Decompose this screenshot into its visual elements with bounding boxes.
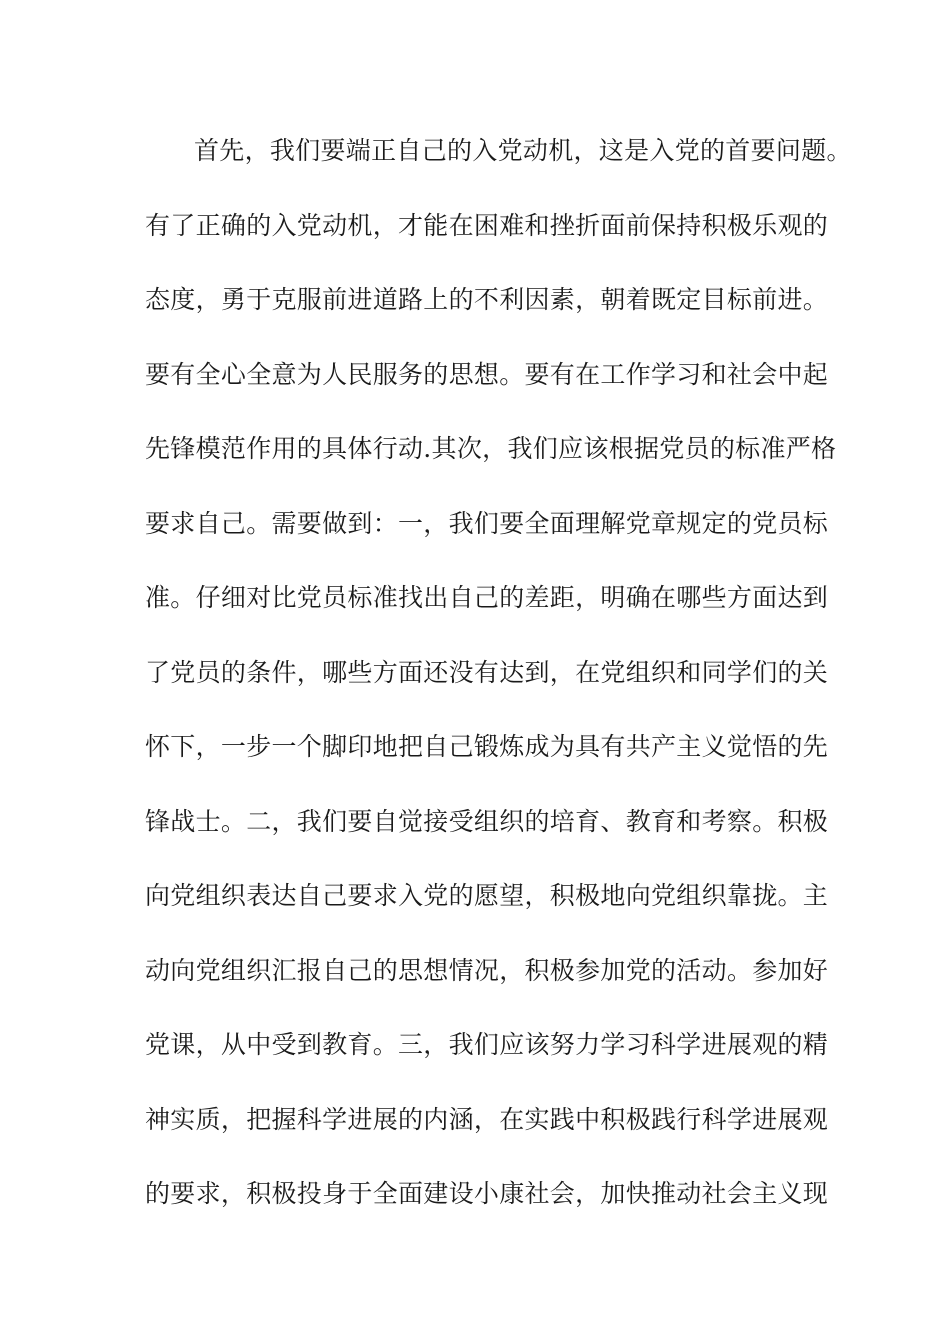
text-line: 向党组织表达自己要求入党的愿望，积极地向党组织靠拢。主 [145,881,829,910]
text-line: 锋战士。二，我们要自觉接受组织的培育、教育和考察。积极 [145,806,829,836]
text-line: 要求自己。需要做到：一，我们要全面理解党章规定的党员标 [145,508,829,538]
text-line: 了党员的条件，哪些方面还没有达到，在党组织和同学们的关 [145,657,829,687]
text-line: 首先，我们要端正自己的入党动机，这是入党的首要问题。 [194,136,852,165]
text-line: 的要求，积极投身于全面建设小康社会，加快推动社会主义现 [145,1179,829,1208]
body-paragraph [145,126,852,1244]
text-line: 动向党组织汇报自己的思想情况，积极参加党的活动。参加好 [145,955,829,985]
text-line: 有了正确的入党动机，才能在困难和挫折面前保持积极乐观的 [145,210,829,240]
text-line: 要有全心全意为人民服务的思想。要有在工作学习和社会中起 [145,359,829,389]
text-line: 态度，勇于克服前进道路上的不利因素，朝着既定目标前进。 [145,285,829,314]
text-line: 怀下，一步一个脚印地把自己锻炼成为具有共产主义觉悟的先 [145,732,829,761]
text-line: 准。仔细对比党员标准找出自己的差距，明确在哪些方面达到 [145,583,829,612]
text-line: 党课，从中受到教育。三，我们应该努力学习科学进展观的精 [145,1030,829,1059]
text-line: 先锋模范作用的具体行动.其次，我们应该根据党员的标准严格 [145,434,837,463]
text-line: 神实质，把握科学进展的内涵，在实践中积极践行科学进展观 [145,1104,829,1134]
